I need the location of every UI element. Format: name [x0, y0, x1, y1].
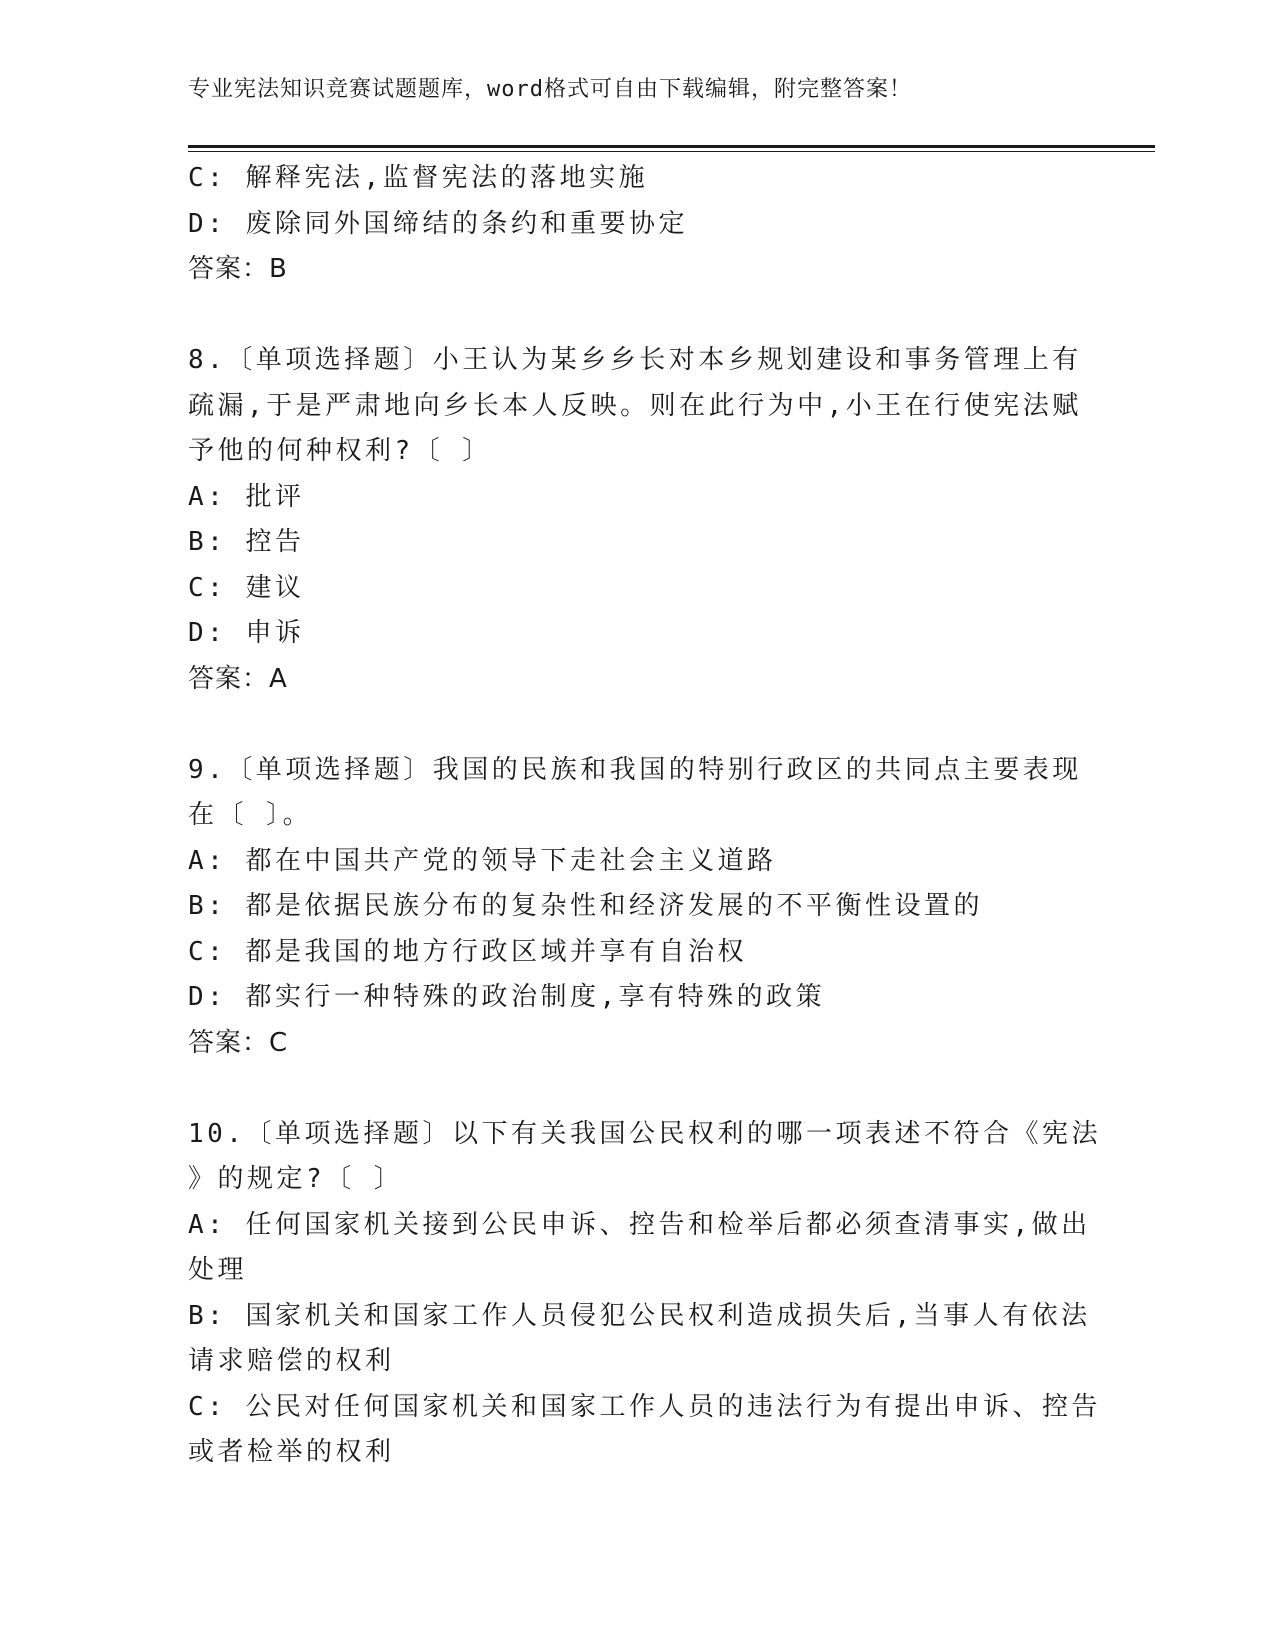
option-a: A: 批评 [188, 481, 305, 512]
option-c: C: 解释宪法,监督宪法的落地实施 [188, 163, 649, 193]
question-stem-line: 9.〔单项选择题〕我国的民族和我国的特别行政区的共同点主要表现 [188, 754, 1082, 785]
option-b: B: 国家机关和国家工作人员侵犯公民权利造成损失后,当事人有依法 [188, 1300, 1091, 1331]
question-stem-line: 8.〔单项选择题〕小王认为某乡乡长对本乡规划建设和事务管理上有 [188, 345, 1082, 375]
spacer [188, 1066, 1088, 1112]
answer-line: 答案：C [188, 1027, 289, 1058]
option-d: D: 废除同外国缔结的条约和重要协定 [188, 208, 688, 239]
spacer [188, 293, 1088, 339]
option-c-continued: 或者检举的权利 [188, 1437, 395, 1467]
answer-line: 答案：B [188, 254, 288, 284]
option-c: C: 建议 [188, 572, 305, 603]
option-b: B: 都是依据民族分布的复杂性和经济发展的不平衡性设置的 [188, 891, 983, 921]
header-rule-thick [188, 145, 1155, 148]
option-d: D: 都实行一种特殊的政治制度,享有特殊的政策 [188, 982, 826, 1012]
option-b-continued: 请求赔偿的权利 [188, 1346, 395, 1376]
option-a-continued: 处理 [188, 1255, 248, 1285]
option-b: B: 控告 [188, 527, 305, 557]
question-stem-line: 疏漏,于是严肃地向乡长本人反映。则在此行为中,小王在行使宪法赋 [188, 390, 1082, 421]
page-header: 专业宪法知识竞赛试题题库，word格式可自由下载编辑，附完整答案！ [188, 77, 912, 102]
prev-question [188, 156, 1088, 293]
question-stem-line: 在〔 〕。 [188, 800, 313, 830]
question-stem-line: 10.〔单项选择题〕以下有关我国公民权利的哪一项表述不符合《宪法 [188, 1118, 1101, 1149]
question-10 [188, 1112, 1101, 1476]
question-8 [188, 338, 1088, 702]
option-a: A: 任何国家机关接到公民申诉、控告和检举后都必须查清事实,做出 [188, 1209, 1091, 1240]
answer-line: 答案：A [188, 663, 288, 694]
question-stem-line: 予他的何种权利?〔 〕 [188, 436, 492, 466]
option-c: C: 公民对任何国家机关和国家工作人员的违法行为有提出申诉、控告 [188, 1391, 1101, 1422]
header-rule-thin [188, 151, 1155, 152]
spacer [188, 702, 1088, 748]
option-a: A: 都在中国共产党的领导下走社会主义道路 [188, 845, 777, 876]
option-d: D: 申诉 [188, 618, 305, 648]
option-c: C: 都是我国的地方行政区域并享有自治权 [188, 936, 747, 967]
question-stem-line: 》的规定?〔 〕 [188, 1164, 404, 1194]
question-9 [188, 748, 1088, 1067]
question-content [188, 156, 1101, 1476]
